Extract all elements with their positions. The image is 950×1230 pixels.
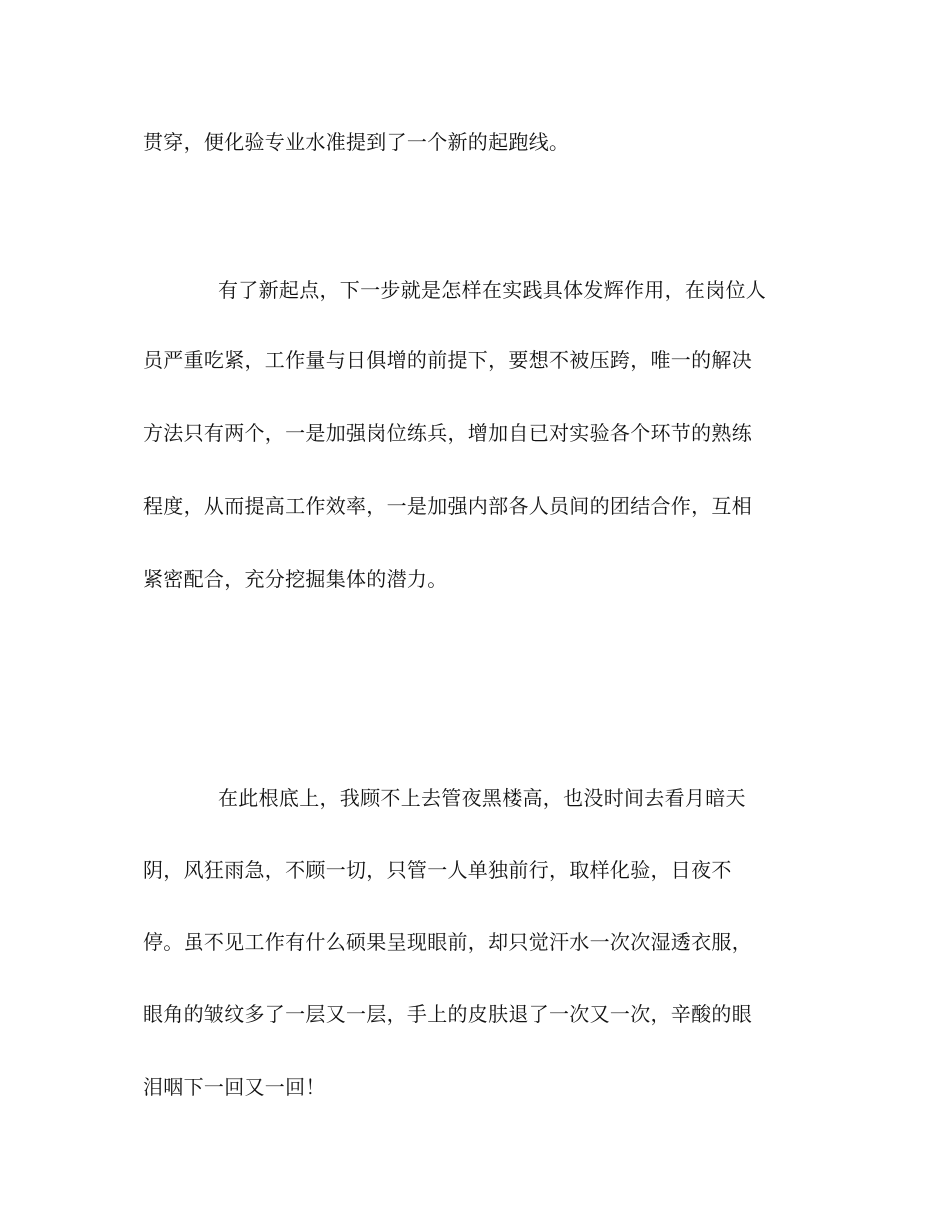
text-line: 有了新起点，下一步就是怎样在实践具体发辉作用，在岗位人 <box>218 278 767 302</box>
text-line: 泪咽下一回又一回！ <box>143 1075 326 1099</box>
text-line: 紧密配合，充分挖掘集体的潜力。 <box>143 567 448 591</box>
text-line: 在此根底上，我顾不上去管夜黑楼高，也没时间去看月暗天 <box>218 786 746 810</box>
text-line: 程度，从而提高工作效率，一是加强内部各人员间的团结合作，互相 <box>143 494 752 518</box>
text-line: 阴，风狂雨急，不顾一切，只管一人单独前行，取样化验，日夜不 <box>143 858 732 882</box>
text-line: 员严重吃紧，工作量与日俱增的前提下，要想不被压跨，唯一的解决 <box>143 348 752 372</box>
text-line: 方法只有两个，一是加强岗位练兵，增加自已对实验各个环节的熟练 <box>143 421 752 445</box>
text-line: 眼角的皱纹多了一层又一层，手上的皮肤退了一次又一次，辛酸的眼 <box>143 1002 752 1026</box>
text-line: 贯穿，便化验专业水准提到了一个新的起跑线。 <box>143 130 570 154</box>
text-line: 停。虽不见工作有什么硕果呈现眼前，却只觉汗水一次次湿透衣服， <box>143 930 752 954</box>
